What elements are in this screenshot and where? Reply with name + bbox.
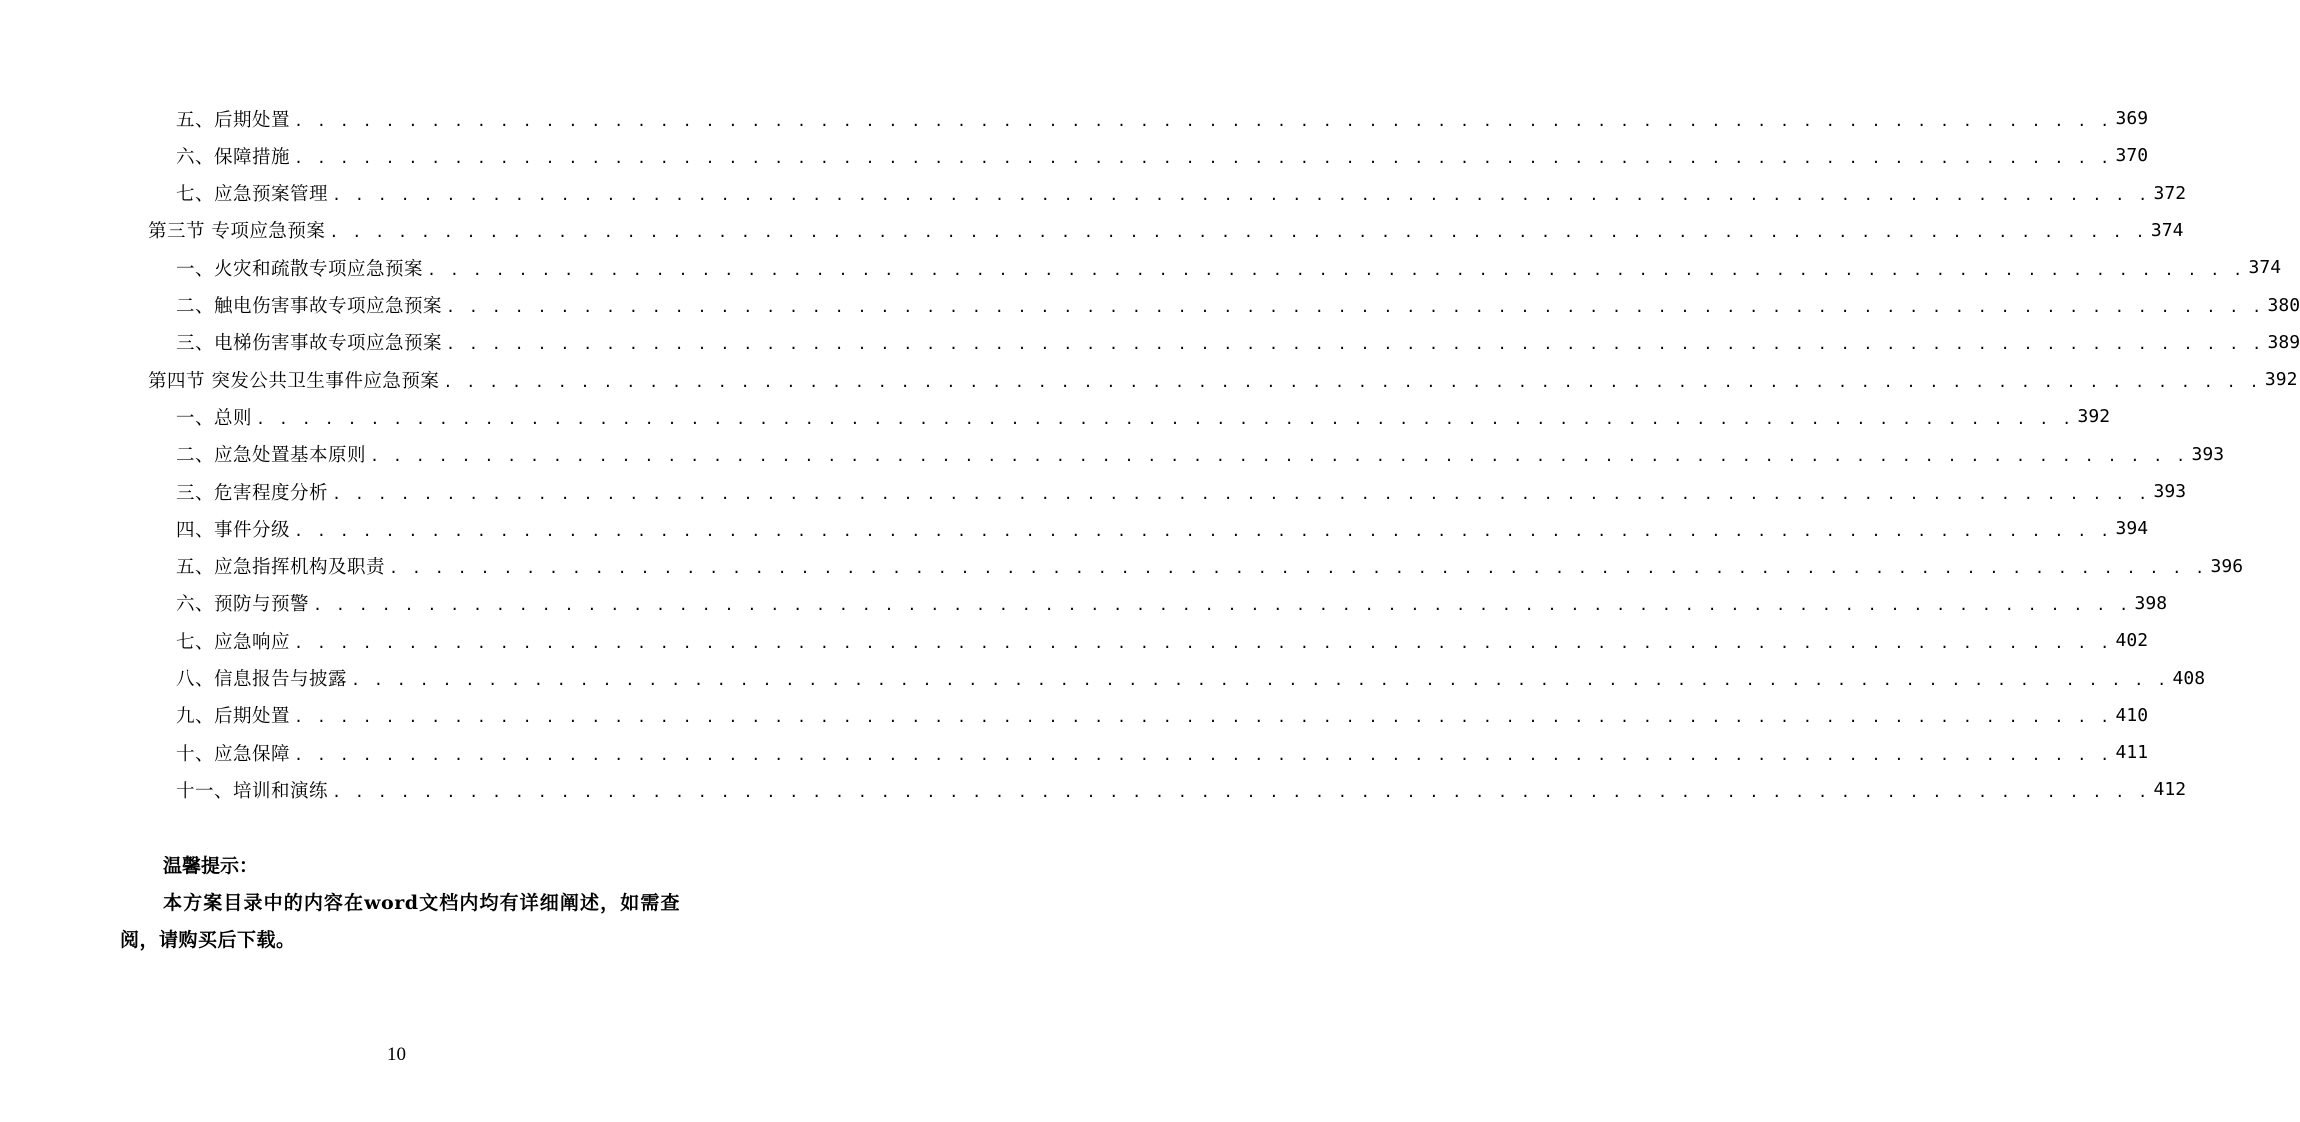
- toc-entry-page: 394: [2115, 518, 2149, 540]
- toc-entry[interactable]: [176, 473, 2187, 510]
- tips-title: 温馨提示：: [163, 855, 259, 877]
- toc-entry-page: 411: [2115, 742, 2149, 764]
- toc-entry[interactable]: [176, 510, 2149, 547]
- toc-entry[interactable]: [176, 175, 2187, 212]
- toc-entry[interactable]: [176, 398, 2111, 435]
- toc-entry-label: 五、后期处置: [176, 109, 291, 131]
- toc-entry-label: 六、预防与预警: [176, 594, 310, 616]
- toc-leader-dots: . . . . . . . . . . . . . . . . . . . . . . . . . . . . . . . . . . . . . . . . . . . . . . . . . . . . . . . . . . . . . . . . . . . . . . . . . . . . . . . .: [427, 260, 2245, 279]
- toc-entry-page: 410: [2115, 704, 2149, 726]
- toc-entry[interactable]: [176, 249, 2282, 286]
- toc-entry-label: 八、信息报告与披露: [176, 669, 348, 690]
- toc-leader-dots: . . . . . . . . . . . . . . . . . . . . . . . . . . . . . . . . . . . . . . . . . . . . . . . . . . . . . . . . . . . . . . . . . . . . . . . . . . . . . . . .: [294, 148, 2112, 167]
- tips-body: 本方案目录中的内容在word文档内均有详细阐述，如需查阅，请购买后下载。: [120, 892, 680, 951]
- toc-entry[interactable]: [176, 548, 2244, 585]
- toc-entry-page: 370: [2115, 145, 2149, 167]
- toc-entry-label: 四、事件分级: [176, 519, 291, 541]
- toc-leader-dots: . . . . . . . . . . . . . . . . . . . . . . . . . . . . . . . . . . . . . . . . . . . . . . . . . . . . . . . . . . . . . . . . . . . . . . . . . . . . . . . .: [256, 409, 2074, 428]
- toc-entry[interactable]: [176, 585, 2168, 622]
- toc-entry[interactable]: [176, 137, 2149, 174]
- toc-entry-page: 392: [2264, 369, 2298, 391]
- toc-entry-label: 第四节 突发公共卫生事件应急预案: [148, 370, 440, 392]
- toc-entry[interactable]: [176, 100, 2149, 137]
- toc-entry[interactable]: [176, 660, 2206, 697]
- toc-entry[interactable]: [176, 697, 2149, 734]
- toc-entry[interactable]: [176, 734, 2149, 771]
- toc-entry-page: 372: [2153, 182, 2187, 204]
- toc-entry-label: 三、危害程度分析: [176, 482, 329, 504]
- toc-entry[interactable]: [176, 436, 2225, 473]
- toc-entry-label: 七、应急响应: [176, 631, 291, 653]
- toc-entry-label: 五、应急指挥机构及职责: [176, 557, 386, 579]
- toc-leader-dots: . . . . . . . . . . . . . . . . . . . . . . . . . . . . . . . . . . . . . . . . . . . . . . . . . . . . . . . . . . . . . . . . . . . . . . . . . . . . . . . .: [294, 521, 2112, 540]
- toc-leader-dots: . . . . . . . . . . . . . . . . . . . . . . . . . . . . . . . . . . . . . . . . . . . . . . . . . . . . . . . . . . . . . . . . . . . . . . . . . . . . . . . .: [294, 111, 2112, 130]
- toc-entry-label: 十、应急保障: [176, 743, 291, 765]
- toc-entry-page: 374: [2248, 257, 2282, 279]
- toc-leader-dots: . . . . . . . . . . . . . . . . . . . . . . . . . . . . . . . . . . . . . . . . . . . . . . . . . . . . . . . . . . . . . . . . . . . . . . . . . . . . . . . .: [443, 372, 2261, 391]
- toc-entry[interactable]: [176, 287, 2300, 324]
- toc-entry-page: 393: [2153, 481, 2187, 502]
- tips-section: [120, 848, 680, 959]
- toc-leader-dots: . . . . . . . . . . . . . . . . . . . . . . . . . . . . . . . . . . . . . . . . . . . . . . . . . . . . . . . . . . . . . . . . . . . . . . . . . . . . . . . .: [294, 633, 2112, 652]
- toc-entry-page: 396: [2210, 555, 2244, 577]
- toc-entry[interactable]: [176, 622, 2149, 659]
- toc-leader-dots: . . . . . . . . . . . . . . . . . . . . . . . . . . . . . . . . . . . . . . . . . . . . . . . . . . . . . . . . . . . . . . . . . . . . . . . . . . . . . . . .: [313, 596, 2131, 615]
- toc-entry-label: 第三节 专项应急预案: [148, 221, 326, 243]
- toc-leader-dots: . . . . . . . . . . . . . . . . . . . . . . . . . . . . . . . . . . . . . . . . . . . . . . . . . . . . . . . . . . . . . . . . . . . . . . . . . . . . . . . .: [351, 671, 2169, 689]
- toc-entry-label: 一、总则: [176, 407, 253, 429]
- toc-entry-page: 380: [2267, 294, 2300, 316]
- toc-entry-page: 412: [2153, 779, 2187, 801]
- toc-entry[interactable]: [176, 771, 2187, 808]
- toc-entry-page: 402: [2115, 630, 2149, 652]
- toc-entry-label: 九、后期处置: [176, 706, 291, 728]
- toc-entry-label: 三、电梯伤害事故专项应急预案: [176, 333, 443, 355]
- toc-entry-label: 二、应急处置基本原则: [176, 445, 367, 467]
- toc-entry[interactable]: [176, 324, 2300, 361]
- toc-leader-dots: . . . . . . . . . . . . . . . . . . . . . . . . . . . . . . . . . . . . . . . . . . . . . . . . . . . . . . . . . . . . . . . . . . . . . . . . . . . . . . . .: [370, 447, 2188, 466]
- toc-leader-dots: . . . . . . . . . . . . . . . . . . . . . . . . . . . . . . . . . . . . . . . . . . . . . . . . . . . . . . . . . . . . . . . . . . . . . . . . . . . . . . . .: [332, 782, 2150, 801]
- toc-leader-dots: . . . . . . . . . . . . . . . . . . . . . . . . . . . . . . . . . . . . . . . . . . . . . . . . . . . . . . . . . . . . . . . . . . . . . . . . . . . . . . . .: [332, 186, 2150, 205]
- toc-leader-dots: . . . . . . . . . . . . . . . . . . . . . . . . . . . . . . . . . . . . . . . . . . . . . . . . . . . . . . . . . . . . . . . . . . . . . . . . . . . . . . . .: [294, 708, 2112, 727]
- toc-entry-label: 七、应急预案管理: [176, 184, 329, 206]
- toc-entry-page: 392: [2077, 406, 2111, 428]
- toc-leader-dots: . . . . . . . . . . . . . . . . . . . . . . . . . . . . . . . . . . . . . . . . . . . . . . . . . . . . . . . . . . . . . . . . . . . . . . . . . . . . . . . .: [294, 745, 2112, 764]
- toc-leader-dots: . . . . . . . . . . . . . . . . . . . . . . . . . . . . . . . . . . . . . . . . . . . . . . . . . . . . . . . . . . . . . . . . . . . . . . . . . . . . . . . .: [446, 298, 2264, 316]
- toc-entry-page: 408: [2172, 667, 2206, 689]
- toc-entry-label: 十一、培训和演练: [176, 780, 329, 802]
- toc-leader-dots: . . . . . . . . . . . . . . . . . . . . . . . . . . . . . . . . . . . . . . . . . . . . . . . . . . . . . . . . . . . . . . . . . . . . . . . . . . . . . . . .: [329, 223, 2147, 242]
- toc-entry-page: 398: [2134, 592, 2168, 614]
- toc-entry-label: 一、火灾和疏散专项应急预案: [176, 258, 424, 280]
- toc-entry-page: 374: [2150, 219, 2184, 241]
- toc-leader-dots: . . . . . . . . . . . . . . . . . . . . . . . . . . . . . . . . . . . . . . . . . . . . . . . . . . . . . . . . . . . . . . . . . . . . . . . . . . . . . . . .: [446, 335, 2264, 354]
- toc-leader-dots: . . . . . . . . . . . . . . . . . . . . . . . . . . . . . . . . . . . . . . . . . . . . . . . . . . . . . . . . . . . . . . . . . . . . . . . . . . . . . . . .: [332, 484, 2150, 503]
- toc-entry-label: 二、触电伤害事故专项应急预案: [176, 296, 443, 317]
- toc-entry-page: 389: [2267, 331, 2300, 353]
- toc-entry-page: 393: [2191, 443, 2225, 465]
- page-number: 10: [387, 1044, 406, 1065]
- toc-entry[interactable]: [148, 212, 2184, 249]
- toc-entry[interactable]: [148, 361, 2298, 398]
- toc-leader-dots: . . . . . . . . . . . . . . . . . . . . . . . . . . . . . . . . . . . . . . . . . . . . . . . . . . . . . . . . . . . . . . . . . . . . . . . . . . . . . . . .: [389, 559, 2207, 578]
- toc-entry-page: 369: [2115, 108, 2149, 129]
- toc-entry-label: 六、保障措施: [176, 146, 291, 168]
